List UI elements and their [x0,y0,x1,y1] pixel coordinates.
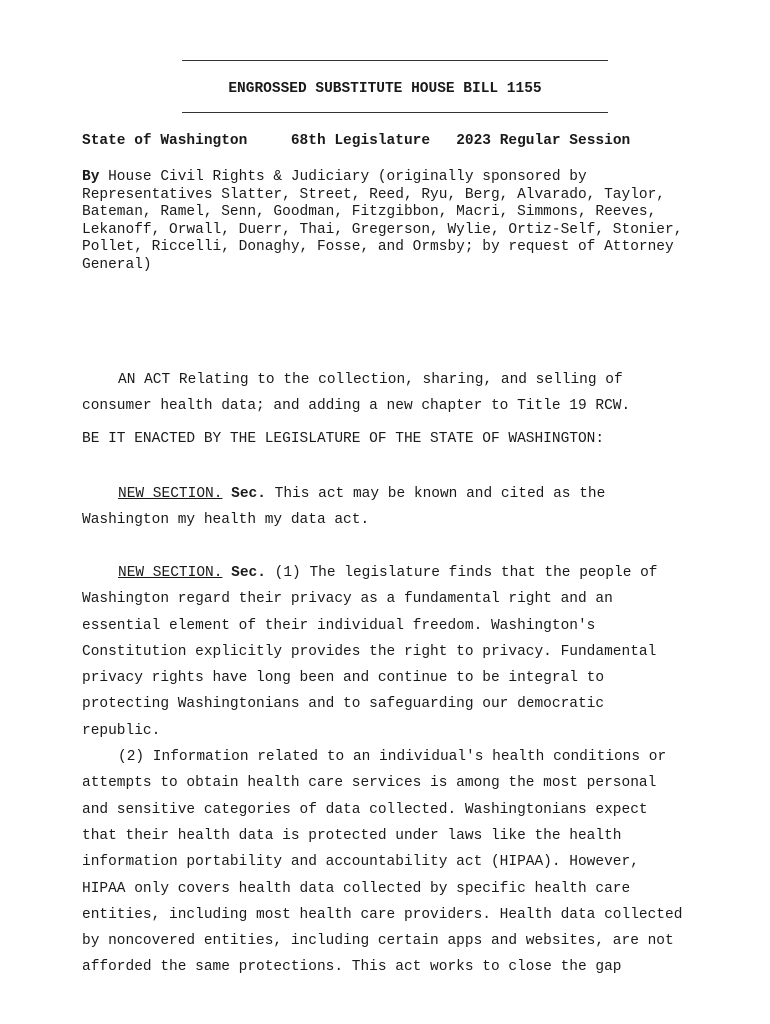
sponsors-text: House Civil Rights & Judiciary (originally sponsored by Representatives Slatter, Street, Reed, Ryu, Berg, Alvarado, Taylor, Bateman, Ramel, Senn, Goodman, Fitzgibbon, Macri, Simmons, Reeves, Lekanoff, Orwall, Duerr, Thai, Gregerson, Wylie, Ortiz-Self, Stonier, Pollet, Riccelli, Donaghy, Fosse, and Ormsby; by request of Attorney General) [82,169,683,273]
section-2-text-rest: Washington regard their privacy as a fundamental right and an essential element of their individual freedom. Washington's Constitution explicitly provides the right to privacy. Fundamental privacy rights have long been and continue to be integral to protecting Washingtonians and to safeguarding our democratic republic. [82,591,657,739]
legislature-label: 68th Legislature [290,133,431,149]
section-2-para-2-first: (2) Information related to an individual's health conditions or [118,749,667,766]
title-rule-bottom [182,112,608,113]
new-section-label: NEW SECTION. [118,486,223,502]
sponsors-block [82,169,722,275]
section-2 [82,560,722,981]
sec-label: Sec. [231,486,266,502]
state-label: State of Washington [82,133,248,149]
session-label: 2023 Regular Session [456,133,631,149]
sec-label: Sec. [231,565,266,581]
by-label: By [82,169,100,185]
act-line-2: consumer health data; and adding a new chapter to Title 19 RCW. [82,398,631,415]
session-line [82,133,630,149]
new-section-label: NEW SECTION. [118,565,223,581]
section-2-para-2-rest: attempts to obtain health care services is among the most personal and sensitive categories of data collected. Washingtonians expect that their health data is protected under laws like the health information portability and accountability act (HIPAA). However, HIPAA only covers health data collected by specific health care entities, including most health care providers. Health data collected by noncovered entities, including certain apps and websites, are not afforded the same protections. This act works to close the gap [82,775,683,976]
act-line-1: AN ACT Relating to the collection, sharing, and selling of [118,372,623,388]
section-1-text-first: This act may be known and cited as the [274,486,606,502]
bill-title: ENGROSSED SUBSTITUTE HOUSE BILL 1155 [228,81,542,97]
section-1 [82,481,722,534]
section-1-text-rest: Washington my health my data act. [82,512,370,529]
enacting-clause: BE IT ENACTED BY THE LEGISLATURE OF THE STATE OF WASHINGTON: [82,431,605,447]
act-title [82,367,722,420]
section-2-text-first: (1) The legislature finds that the people of [274,565,658,581]
title-rule-top [182,60,608,61]
